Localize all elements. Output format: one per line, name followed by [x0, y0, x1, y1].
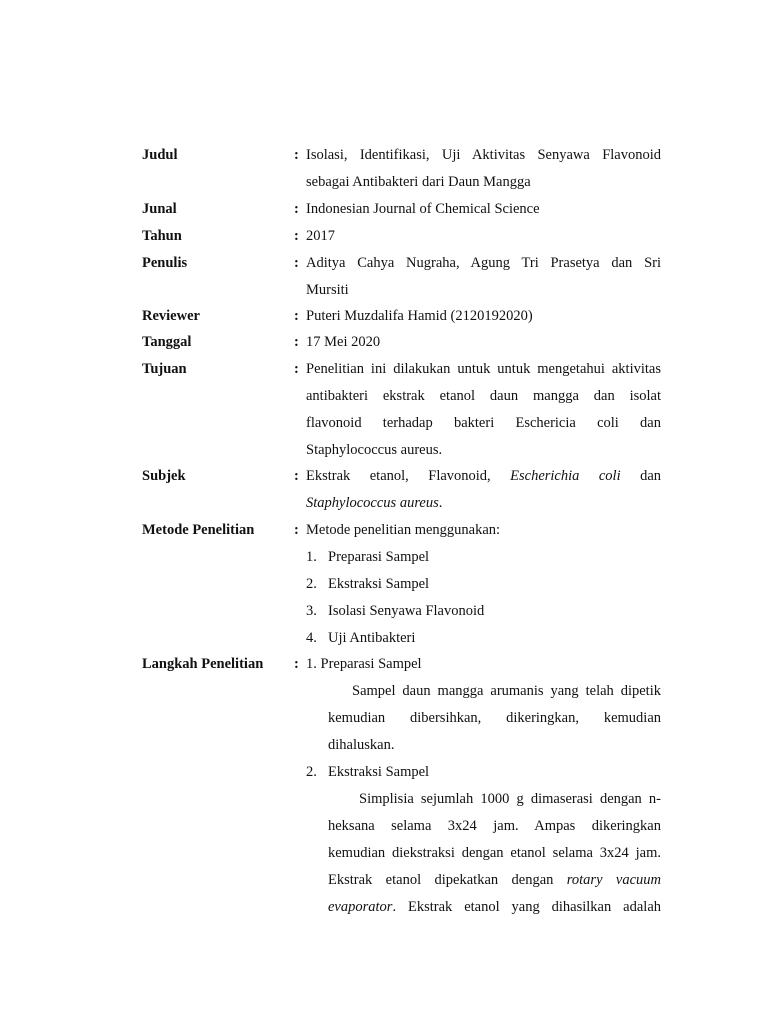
value-penulis-line: Mursiti [306, 282, 349, 298]
list-text: Preparasi Sampel [328, 549, 430, 565]
list-item [306, 544, 661, 571]
text-run-italic: rotary vacuum [566, 872, 661, 888]
colon: : [294, 147, 299, 163]
list-item [306, 759, 661, 786]
paragraph-line: dihaluskan. [328, 737, 395, 753]
label-metode: Metode Penelitian [142, 522, 255, 538]
value-tujuan-line: flavonoid terhadap bakteri Eschericia coli dan [306, 415, 661, 431]
paragraph-line: kemudian diekstraksi dengan etanol selama 3x24 jam. [328, 845, 661, 861]
colon: : [294, 228, 299, 244]
paragraph-line: heksana selama 3x24 jam. Ampas dikeringkan [328, 818, 661, 834]
subjek-text: . [438, 495, 443, 511]
text-run-italic: evaporator [328, 899, 393, 915]
value-penulis-line: Aditya Cahya Nugraha, Agung Tri Prasetya dan Sri [306, 255, 661, 271]
value-tujuan [306, 356, 661, 464]
value-langkah [306, 651, 661, 921]
list-text: Uji Antibakteri [328, 630, 416, 646]
value-judul-line: Isolasi, Identifikasi, Uji Aktivitas Senyawa Flavonoid [306, 147, 661, 163]
value-reviewer: Puteri Muzdalifa Hamid (2120192020) [306, 308, 533, 324]
list-number: 2. [306, 764, 317, 780]
paragraph-line: kemudian dibersihkan, dikeringkan, kemudian [328, 710, 661, 726]
colon: : [294, 656, 299, 672]
label-reviewer: Reviewer [142, 308, 200, 324]
list-item [306, 625, 661, 652]
text-run: . Ekstrak etanol yang dihasilkan adalah [392, 899, 661, 915]
label-langkah: Langkah Penelitian [142, 656, 264, 672]
colon: : [294, 361, 299, 377]
paragraph-line: Sampel daun mangga arumanis yang telah dipetik [352, 683, 661, 699]
step-title: Ekstraksi Sampel [328, 764, 430, 780]
field-junal [142, 196, 662, 223]
value-metode [306, 517, 661, 652]
field-tujuan [142, 356, 662, 464]
step-paragraph [328, 786, 661, 921]
colon: : [294, 255, 299, 271]
field-reviewer [142, 303, 662, 330]
paragraph-line: Simplisia sejumlah 1000 g dimaserasi dengan n- [359, 791, 661, 807]
value-subjek-line [306, 490, 661, 517]
field-langkah [142, 651, 662, 931]
value-tujuan-line: antibakteri ekstrak etanol daun mangga dan isolat [306, 388, 661, 404]
text-run: Ekstrak etanol dipekatkan dengan [328, 872, 567, 888]
subjek-species: Escherichia coli [510, 468, 621, 484]
colon: : [294, 468, 299, 484]
value-tahun: 2017 [306, 228, 335, 244]
field-tahun [142, 223, 662, 250]
value-subjek-line [306, 463, 661, 490]
step-title: 1. Preparasi Sampel [306, 656, 422, 672]
label-subjek: Subjek [142, 468, 186, 484]
list-item [306, 571, 661, 598]
label-junal: Junal [142, 201, 177, 217]
metode-intro: Metode penelitian menggunakan: [306, 522, 501, 538]
paragraph-line [328, 867, 661, 894]
value-tujuan-line: Penelitian ini dilakukan untuk untuk mengetahui aktivitas [306, 361, 661, 377]
field-metode [142, 517, 662, 652]
list-number: 4. [306, 630, 317, 646]
paragraph-line [328, 894, 661, 921]
label-tahun: Tahun [142, 228, 182, 244]
label-tujuan: Tujuan [142, 361, 187, 377]
label-penulis: Penulis [142, 255, 188, 271]
value-tujuan-line: Staphylococcus aureus. [306, 442, 443, 458]
list-number: 1. [306, 549, 317, 565]
field-judul [142, 142, 662, 196]
field-subjek [142, 463, 662, 517]
value-penulis [306, 250, 661, 304]
value-junal: Indonesian Journal of Chemical Science [306, 201, 540, 217]
field-tanggal [142, 329, 662, 356]
colon: : [294, 201, 299, 217]
list-number: 2. [306, 576, 317, 592]
value-judul-line: sebagai Antibakteri dari Daun Mangga [306, 174, 531, 190]
colon: : [294, 522, 299, 538]
value-judul [306, 142, 661, 196]
list-number: 3. [306, 603, 317, 619]
step-paragraph [328, 678, 661, 759]
field-penulis [142, 250, 662, 304]
value-tanggal: 17 Mei 2020 [306, 334, 381, 350]
label-tanggal: Tanggal [142, 334, 192, 350]
list-item [306, 598, 661, 625]
value-subjek [306, 463, 661, 517]
list-text: Ekstraksi Sampel [328, 576, 430, 592]
list-text: Isolasi Senyawa Flavonoid [328, 603, 485, 619]
subjek-text: Ekstrak etanol, Flavonoid, [306, 468, 511, 484]
subjek-text: dan [620, 468, 661, 484]
colon: : [294, 334, 299, 350]
label-judul: Judul [142, 147, 178, 163]
colon: : [294, 308, 299, 324]
subjek-species: Staphylococcus aureus [306, 495, 439, 511]
